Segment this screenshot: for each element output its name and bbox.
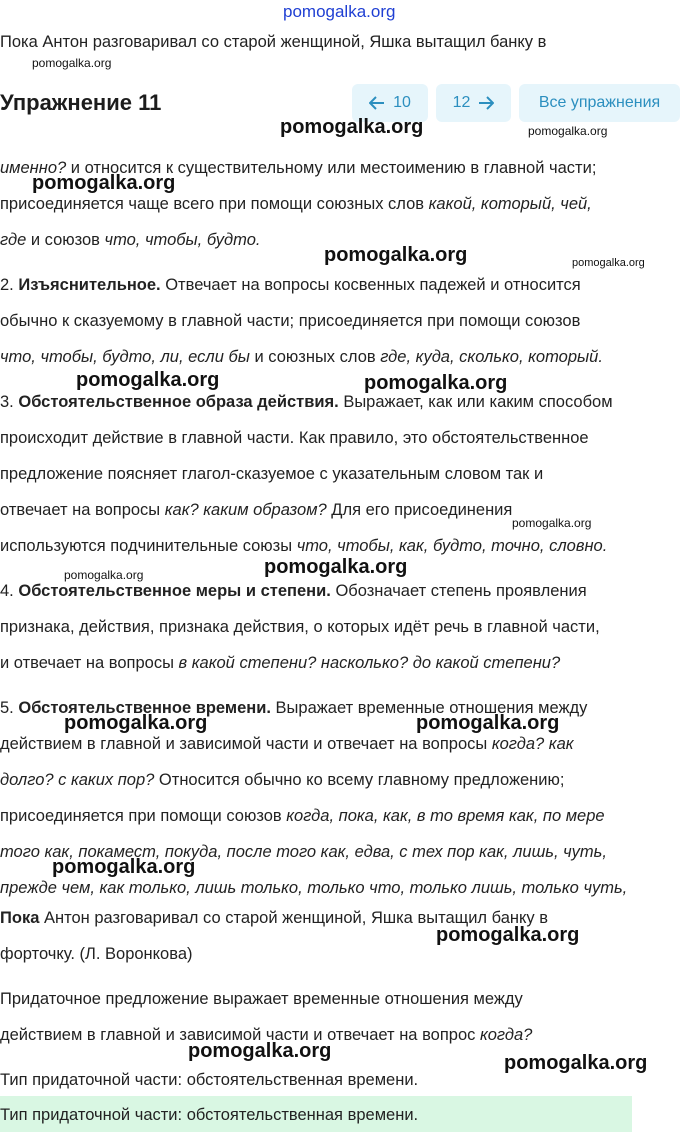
page-title: Упражнение 11 <box>0 90 162 115</box>
item5-line-5: того как, покамест, покуда, после того как, едва, с тех пор как, лишь, чуть, <box>0 843 607 861</box>
arrow-right-icon <box>478 96 494 110</box>
item3-line-3: предложение поясняет глагол-сказуемое с указательным словом так и <box>0 465 544 483</box>
answer-text: Тип придаточной части: обстоятельственная времени. <box>0 1106 419 1124</box>
item5-line-2: действием в главной и зависимой части и отвечает на вопросы когда? как <box>0 735 574 753</box>
sentence-line-1: Пока Антон разговаривал со старой женщиной, Яшка вытащил банку в <box>0 909 548 927</box>
watermark: pomogalka.org <box>188 1040 332 1062</box>
watermark: pomogalka.org <box>364 372 508 394</box>
intro-line-3: где и союзов что, чтобы, будто. <box>0 231 261 249</box>
watermark: pomogalka.org <box>572 257 645 269</box>
watermark: pomogalka.org <box>52 856 196 878</box>
watermark: pomogalka.org <box>64 712 208 734</box>
item4-line-2: признака, действия, признака действия, о которых идёт речь в главной части, <box>0 618 600 636</box>
item2-line-2: обычно к сказуемому в главной части; присоединяется при помощи союзов <box>0 312 581 330</box>
watermark-top: pomogalka.org <box>283 2 396 21</box>
item3-line-4: отвечает на вопросы как? каким образом? Для его присоединения <box>0 501 513 519</box>
item3-line-1: 3. Обстоятельственное образа действия. Выражает, как или каким способом <box>0 393 613 411</box>
all-exercises-button[interactable] <box>519 84 680 122</box>
explanation-line-1: Придаточное предложение выражает временные отношения между <box>0 990 523 1008</box>
watermark: pomogalka.org <box>64 568 144 582</box>
prev-exercise-label: 10 <box>393 94 411 111</box>
watermark: pomogalka.org <box>416 712 560 734</box>
watermark: pomogalka.org <box>436 924 580 946</box>
item2-line-3: что, чтобы, будто, ли, если бы и союзных слов где, куда, сколько, который. <box>0 348 603 366</box>
watermark: pomogalka.org <box>76 369 220 391</box>
watermark: pomogalka.org <box>32 56 112 70</box>
watermark: pomogalka.org <box>264 556 408 578</box>
item5-line-3: долго? с каких пор? Относится обычно ко всему главному предложению; <box>0 771 565 789</box>
watermark: pomogalka.org <box>504 1052 648 1074</box>
header-line: Пока Антон разговаривал со старой женщиной, Яшка вытащил банку в <box>0 33 547 51</box>
watermark: pomogalka.org <box>280 116 424 138</box>
intro-line-1: именно? и относится к существительному или местоимению в главной части; <box>0 159 597 177</box>
watermark: pomogalka.org <box>32 172 176 194</box>
item4-line-3: и отвечает на вопросы в какой степени? насколько? до какой степени? <box>0 654 561 672</box>
watermark: pomogalka.org <box>324 244 468 266</box>
item5-line-4: присоединяется при помощи союзов когда, пока, как, в то время как, по мере <box>0 807 605 825</box>
item3-line-2: происходит действие в главной части. Как правило, это обстоятельственное <box>0 429 589 447</box>
arrow-left-icon <box>369 96 385 110</box>
item2-line-1: 2. Изъяснительное. Отвечает на вопросы косвенных падежей и относится <box>0 276 581 294</box>
intro-line-2: присоединяется чаще всего при помощи союзных слов какой, который, чей, <box>0 195 592 213</box>
all-exercises-label: Все упражнения <box>538 94 661 111</box>
item4-line-1: 4. Обстоятельственное меры и степени. Обозначает степень проявления <box>0 582 587 600</box>
watermark: pomogalka.org <box>512 516 592 530</box>
sentence-line-2: форточку. (Л. Воронкова) <box>0 945 193 963</box>
item5-line-6: прежде чем, как только, лишь только, только что, только лишь, только чуть, <box>0 879 628 897</box>
next-exercise-label: 12 <box>452 94 471 111</box>
explanation-line-2: действием в главной и зависимой части и отвечает на вопрос когда? <box>0 1026 533 1044</box>
item3-line-5: используются подчинительные союзы что, чтобы, как, будто, точно, словно. <box>0 537 608 555</box>
next-exercise-button[interactable] <box>436 84 511 122</box>
item5-line-1: 5. Обстоятельственное времени. Выражает временные отношения между <box>0 699 588 717</box>
explanation-type-line: Тип придаточной части: обстоятельственная времени. <box>0 1071 419 1089</box>
watermark: pomogalka.org <box>528 124 608 138</box>
